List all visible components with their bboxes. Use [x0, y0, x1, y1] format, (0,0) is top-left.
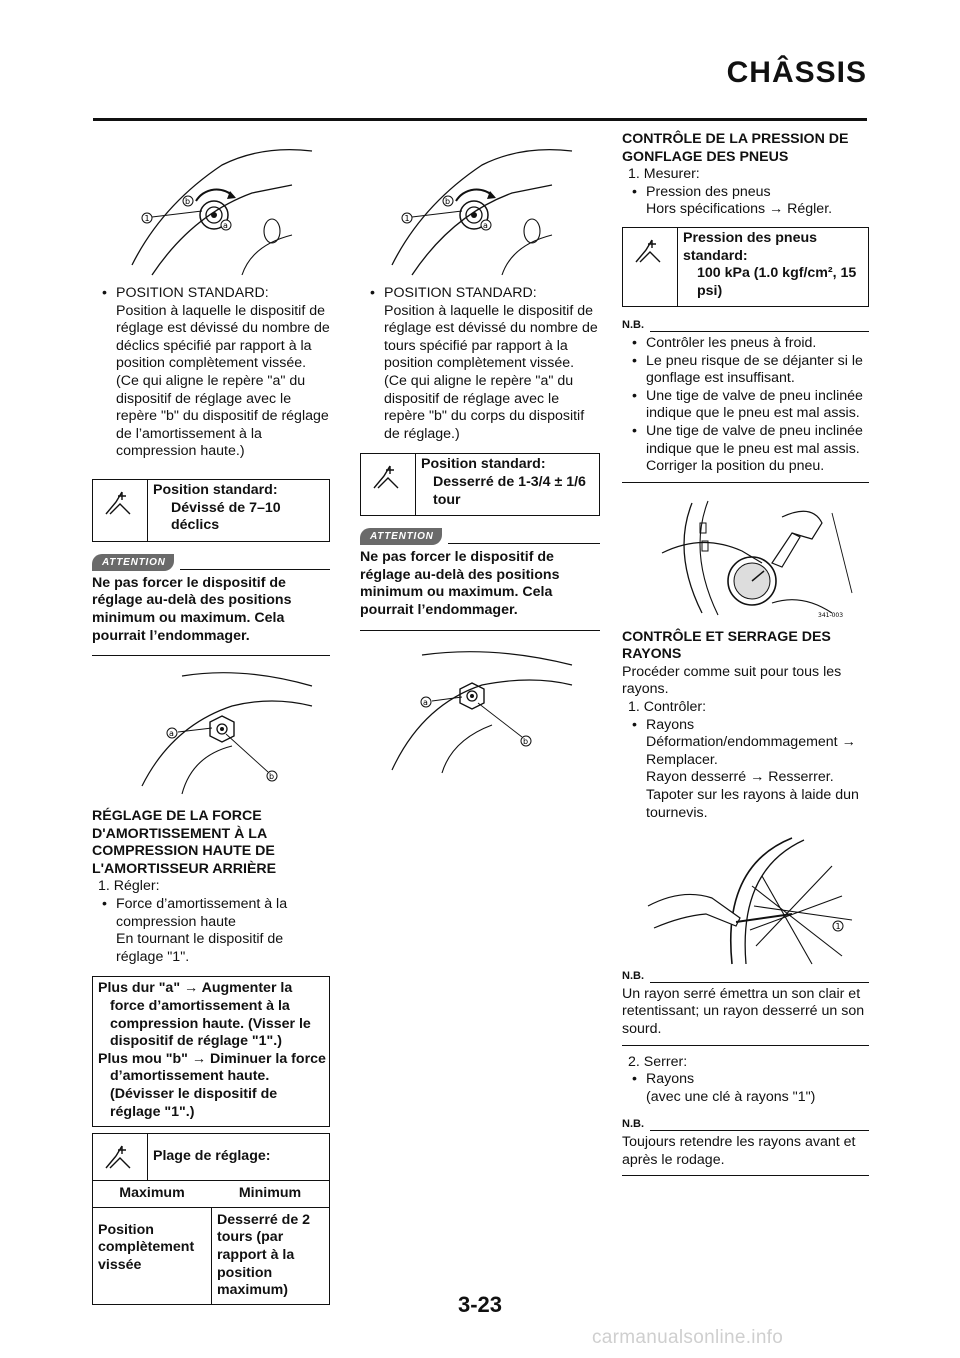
section-title: RÉGLAGE DE LA FORCE D'AMORTISSEMENT À LA COMPRESSION HAUTE DE L'AMORTISSEUR ARRIÈRE — [92, 808, 277, 877]
column-1: 1 b a • POSITION STANDARD: Position à laquelle le dispositif de réglage est dévissé du nombre de déclics spécifié par rapport à la position complètement vissée. (Ce qui aligne le repère "a" du dispositif de réglage avec le repère "b" du dispositif de réglage de l’amortissement à la compression haute.) Position standard: Dévissé de 7–10 déclics ATTENTION Ne pas forcer le dispositif de réglage au-delà des positions minimum ou maximum. Cela pourrait l’endommager. a b RÉGLAGE DE LA FORCE D'AMORTISSEMENT À LA COMPRESSION HAUTE DE L'AMORTISSEUR ARRIÈRE 1. Régler: • Force d’amortissement à la compression haute En tournant le dispositif de réglage "1". Plus dur "a" → Augmenter la force d’amortissement à la compression haute. (Visser le dispositif de réglage "1".) Plus mou "b" → Diminuer la force d’amortissement haute. (Dévisser le dispositif de réglage "1".) Plage de réglage: Maximum Minimum Position complètement vissée Desserré de 2 tours (par rapport à la position maximum) — [92, 131, 330, 1305]
nb-header: N.B. — [622, 968, 869, 986]
attention-badge: ATTENTION — [92, 554, 174, 571]
spec-box-standard-position: Position standard: Desserré de 1-3/4 ± 1/6 tour — [360, 453, 600, 516]
nb-list — [622, 335, 869, 483]
svg-text:b: b — [523, 736, 529, 746]
tool-icon — [93, 480, 148, 541]
page-title: CHÂSSIS — [726, 56, 867, 89]
list-item: • Contrôler les pneus à froid. — [622, 335, 869, 353]
nb-header: N.B. — [622, 317, 869, 335]
attention-badge: ATTENTION — [360, 528, 442, 545]
tool-icon — [93, 1134, 148, 1180]
list-item: • Une tige de valve de pneu inclinée indique que le pneu est mal assis. — [622, 388, 869, 423]
svg-text:b: b — [445, 197, 451, 206]
svg-text:341-003: 341-003 — [818, 611, 844, 619]
adjustment-direction-box: Plus dur "a" → Augmenter la force d’amortissement à la compression haute. (Visser le dispositif de réglage "1".) Plus mou "b" → Diminuer la force d’amortissement haute. (Dévisser le dispositif de réglage "1".) — [92, 976, 330, 1127]
header-rule — [93, 118, 867, 121]
attention-header — [360, 528, 600, 545]
list-item: • Rayons — [622, 717, 869, 735]
svg-text:a: a — [169, 729, 174, 739]
page-number: 3-23 — [457, 1292, 503, 1317]
list-item: • Pression des pneus — [622, 184, 869, 202]
column-3: CONTRÔLE DE LA PRESSION DE GONFLAGE DES PNEUS 1. Mesurer: • Pression des pneus Hors spécifications → Régler. Pression des pneus standard: 100 kPa (1.0 kgf/cm², 15 psi) N.B. • Contrôler les pneus à froid. • Le pneu risque de se déjanter si le gonflage est insuffisant. • Une tige de valve de pneu inclinée indique que le pneu est mal assis. • Une tige de valve de pneu inclinée indique que le pneu est mal assis. Corriger la position du pneu. 341-003 CONTRÔLE ET SERRAGE DES RAYONS Procéder comme suit pour tous les rayons. 1. Contrôler: • Rayons Déformation/endommagement → Remplacer. Rayon desserré → Resserrer. Tapoter sur les rayons à laide dun tournevis. 1 N.B. Un rayon serré émettra un son clair et retentissant; un rayon desserré un son sourd. 2. Serrer: • Rayons (avec une clé à rayons "1") N.B. Toujours retendre les rayons avant et après le rodage. — [622, 131, 869, 1176]
list-item: • Une tige de valve de pneu inclinée indique que le pneu est mal assis. Corriger la position du pneu. — [622, 423, 869, 476]
tool-icon — [623, 228, 678, 306]
attention-header — [92, 554, 330, 571]
spec-box-standard-position: Position standard: Dévissé de 7–10 déclics — [92, 479, 330, 542]
rebound-adjuster-illustration — [122, 145, 322, 277]
tire-gauge-illustration — [642, 493, 862, 621]
nb-text: Toujours retendre les rayons avant et après le rodage. — [622, 1134, 869, 1176]
attention-text: Ne pas forcer le dispositif de réglage au-delà des positions minimum ou maximum. Cela pourrait l’endommager. — [92, 571, 330, 656]
spec-box-tire-pressure: Pression des pneus standard: 100 kPa (1.0 kgf/cm², 15 psi) — [622, 227, 869, 307]
watermark: carmanualsonline.info — [592, 1327, 784, 1348]
attention-text: Ne pas forcer le dispositif de réglage au-delà des positions minimum ou maximum. Cela pourrait l’endommager. — [360, 545, 600, 630]
svg-text:b: b — [269, 772, 275, 782]
list-item: • Le pneu risque de se déjanter si le gonflage est insuffisant. — [622, 353, 869, 388]
section-title: CONTRÔLE ET SERRAGE DES RAYONS — [622, 628, 831, 663]
compression-adjuster-illustration — [122, 666, 322, 796]
list-item: • POSITION STANDARD: Position à laquelle le dispositif de réglage est dévissé du nombre de tours spécifié par rapport à la position complètement vissée. (Ce qui aligne le repère "a" du dispositif de réglage avec le repère "b" du corps du dispositif de réglage.) — [360, 285, 600, 443]
svg-text:a: a — [483, 221, 488, 230]
nb-text: Un rayon serré émettra un son clair et retentissant; un rayon desserré un son sourd. — [622, 986, 869, 1046]
adjustment-range-table: Plage de réglage: Maximum Minimum Position complètement vissée Desserré de 2 tours (par rapport à la position maximum) — [92, 1133, 330, 1305]
rebound-adjuster-illustration-2 — [382, 145, 582, 277]
section-title: CONTRÔLE DE LA PRESSION DE GONFLAGE DES PNEUS — [622, 131, 849, 165]
svg-text:1: 1 — [404, 214, 410, 223]
tool-icon — [361, 454, 416, 515]
spoke-tapping-illustration — [642, 836, 862, 966]
list-item: • Force d’amortissement à la compression haute — [92, 896, 330, 931]
svg-text:a: a — [423, 697, 428, 707]
svg-text:b: b — [185, 197, 191, 206]
nb-header: N.B. — [622, 1116, 869, 1134]
compression-adjuster-illustration-2 — [382, 645, 582, 775]
list-item: • Rayons — [622, 1071, 869, 1089]
column-2 — [360, 131, 600, 775]
svg-text:1: 1 — [835, 922, 841, 932]
list-item: • POSITION STANDARD: Position à laquelle le dispositif de réglage est dévissé du nombre de déclics spécifié par rapport à la position complètement vissée. (Ce qui aligne le repère "a" du dispositif de réglage avec le repère "b" du dispositif de réglage de l’amortissement à la compression haute.) — [92, 285, 330, 461]
svg-text:1: 1 — [144, 214, 150, 223]
svg-text:a: a — [223, 221, 228, 230]
